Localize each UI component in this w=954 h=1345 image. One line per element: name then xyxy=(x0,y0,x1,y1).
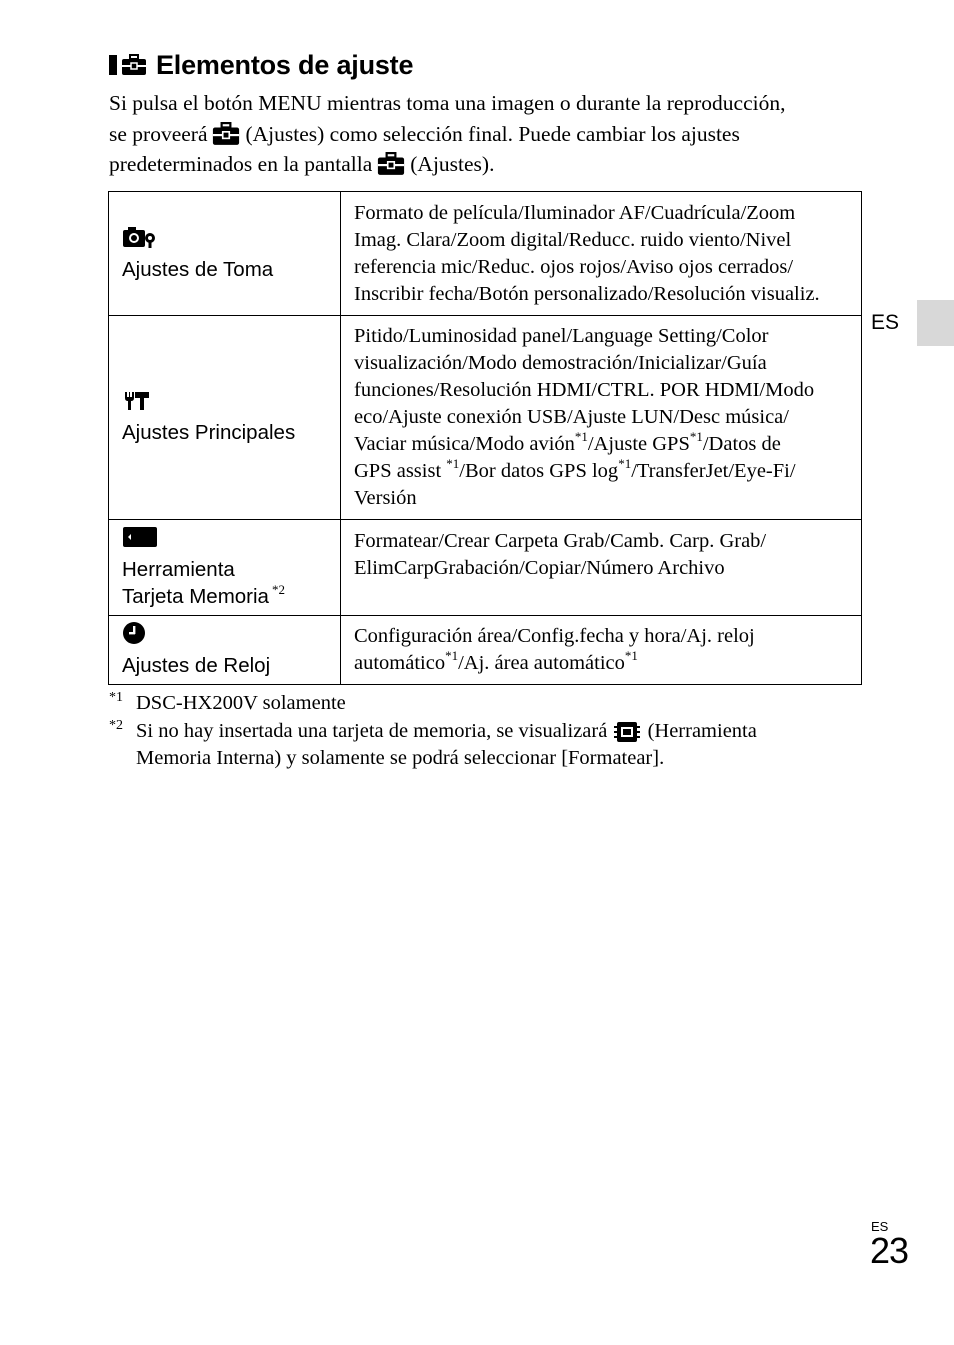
footnote-ref: *1 xyxy=(446,456,460,472)
internal-memory-icon xyxy=(614,720,640,744)
item-line: referencia mic/Reduc. ojos rojos/Aviso ojos cerrados/ xyxy=(354,255,794,278)
row-label-cell xyxy=(109,616,341,685)
wrench-hammer-icon xyxy=(122,390,150,412)
footnote-ref: *1 xyxy=(624,648,638,664)
table-row xyxy=(109,520,862,616)
item-text: /TransferJet/Eye-Fi/ xyxy=(631,460,796,482)
row-items-cell xyxy=(341,616,862,685)
intro-line-2 xyxy=(109,119,869,150)
side-thumb-tab xyxy=(917,300,954,346)
intro-line-1: Si pulsa el botón MENU mientras toma una imagen o durante la reproducción, xyxy=(109,91,786,115)
item-line: Imag. Clara/Zoom digital/Reducc. ruido viento/Nivel xyxy=(354,228,792,251)
table-row xyxy=(109,316,862,520)
heading-bar xyxy=(109,55,117,75)
item-line: eco/Ajuste conexión USB/Ajuste LUN/Desc música/ xyxy=(354,406,789,428)
footnote-text: DSC-HX200V solamente xyxy=(136,692,346,714)
row-label: Ajustes Principales xyxy=(122,420,296,444)
row-label: Ajustes de Reloj xyxy=(122,654,271,677)
page-number: 23 xyxy=(870,1230,909,1271)
memory-card-icon xyxy=(122,525,158,549)
page-language: ES xyxy=(871,1219,889,1234)
row-label-cell xyxy=(109,520,341,616)
footnote-ref: *2 xyxy=(271,582,285,598)
footnote xyxy=(109,690,869,718)
row-label: Ajustes de Toma xyxy=(122,257,274,281)
page-title: Elementos de ajuste xyxy=(156,49,414,80)
item-line: Formato de película/Iluminador AF/Cuadrícula/Zoom xyxy=(354,201,796,224)
toolbox-icon xyxy=(211,122,241,146)
footnote-ref: *1 xyxy=(574,429,588,445)
row-label-1: Herramienta xyxy=(122,558,235,581)
item-line: ElimCarpGrabación/Copiar/Número Archivo xyxy=(354,557,725,579)
item-text: automático xyxy=(354,652,446,674)
settings-table xyxy=(108,191,862,685)
section-heading xyxy=(109,47,413,83)
item-line xyxy=(354,458,851,485)
item-line xyxy=(354,431,851,458)
toolbox-icon xyxy=(376,152,406,176)
footnote-text-c: Memoria Interna) y solamente se podrá seleccionar [Formatear]. xyxy=(136,747,665,769)
item-text: /Bor datos GPS log xyxy=(459,460,619,482)
toolbox-icon xyxy=(121,54,147,76)
item-line: Inscribir fecha/Botón personalizado/Resolución visualiz. xyxy=(354,282,820,305)
table-row xyxy=(109,192,862,316)
item-line: funciones/Resolución HDMI/CTRL. POR HDMI/Modo xyxy=(354,379,815,401)
camera-settings-icon xyxy=(122,225,156,249)
language-label: ES xyxy=(871,311,900,334)
row-items-cell xyxy=(341,316,862,520)
item-text: GPS assist xyxy=(354,460,447,482)
item-line: Configuración área/Config.fecha y hora/Aj. reloj xyxy=(354,625,755,647)
footnote-ref: *1 xyxy=(618,456,632,472)
intro-line-3-a: predeterminados en la pantalla xyxy=(109,152,373,176)
item-line xyxy=(354,650,851,677)
item-line: visualización/Modo demostración/Inicializar/Guía xyxy=(354,352,767,374)
footnote xyxy=(109,718,869,773)
row-items-cell xyxy=(341,192,862,316)
footnote-mark: *2 xyxy=(109,717,123,733)
table-row xyxy=(109,616,862,685)
footnote-mark: *1 xyxy=(109,690,123,705)
footnotes xyxy=(109,690,869,773)
item-text: /Aj. área automático xyxy=(458,652,625,674)
footnote-ref: *1 xyxy=(445,648,459,664)
row-label-text: Tarjeta Memoria xyxy=(122,585,269,608)
intro-line-3-b: (Ajustes). xyxy=(410,152,495,176)
item-line: Formatear/Crear Carpeta Grab/Camb. Carp. Grab/ xyxy=(354,530,767,552)
intro-line-2-a: se proveerá xyxy=(109,121,208,146)
clock-icon xyxy=(122,621,148,645)
item-text: /Ajuste GPS xyxy=(587,433,690,455)
intro-line-2-b: (Ajustes) como selección final. Puede cambiar los ajustes xyxy=(245,121,740,146)
item-line: Pitido/Luminosidad panel/Language Setting/Color xyxy=(354,325,769,347)
footnote-ref: *1 xyxy=(689,429,703,445)
item-text: Vaciar música/Modo avión xyxy=(354,433,575,455)
row-items-cell xyxy=(341,520,862,616)
item-line: Versión xyxy=(354,487,417,509)
intro-paragraph xyxy=(109,88,869,180)
item-text: /Datos de xyxy=(702,433,781,455)
row-label-cell xyxy=(109,192,341,316)
row-label-cell xyxy=(109,316,341,520)
footnote-text-a: Si no hay insertada una tarjeta de memoria, se visualizará xyxy=(136,719,608,742)
intro-line-3 xyxy=(109,149,869,180)
footnote-text xyxy=(136,718,869,773)
row-label-2 xyxy=(122,583,340,610)
footnote-text-b: (Herramienta xyxy=(647,719,757,742)
